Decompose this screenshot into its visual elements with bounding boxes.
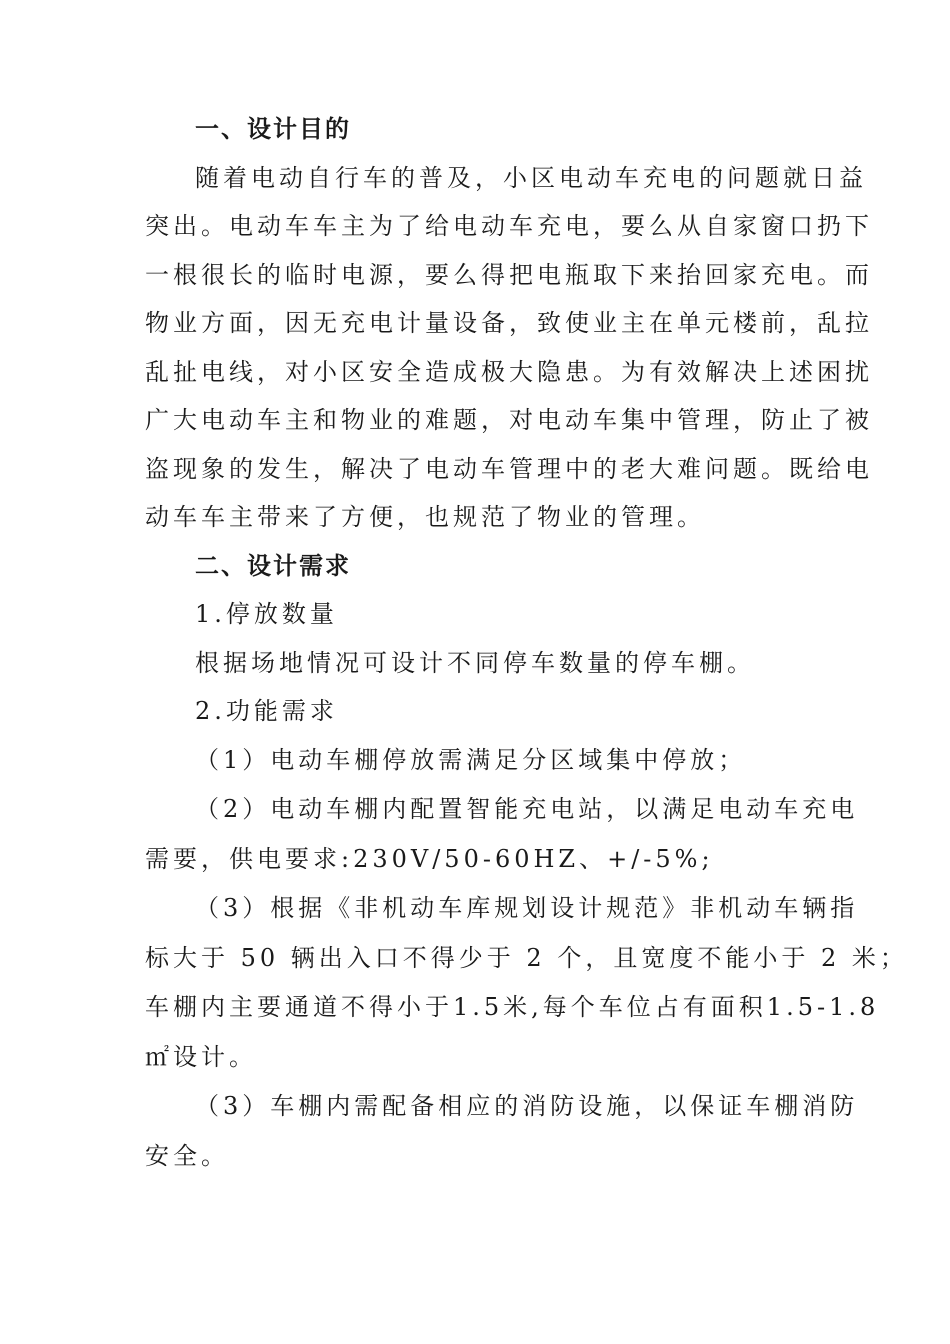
requirement-2 [145, 785, 859, 884]
item-text-parking-quantity: 根据场地情况可设计不同停车数量的停车棚。 [195, 648, 755, 677]
paragraph-line: 突出。电动车车主为了给电动车充电，要么从自家窗口扔下 [145, 212, 873, 240]
document-page [145, 105, 908, 1181]
requirement-line: 需要，供电要求:230V/50-60HZ、+/-5%; [145, 844, 714, 873]
paragraph-line: 动车车主带来了方便，也规范了物业的管理。 [145, 503, 705, 531]
requirement-line: （3）根据《非机动车库规划设计规范》非机动车辆指 [195, 894, 859, 922]
requirement-1: （1）电动车棚停放需满足分区域集中停放； [195, 745, 747, 774]
paragraph-line: 广大电动车主和物业的难题，对电动车集中管理，防止了被 [145, 406, 873, 434]
purpose-paragraph [145, 154, 873, 542]
paragraph-line: 乱扯电线，对小区安全造成极大隐患。为有效解决上述困扰 [145, 357, 873, 386]
item-title-functional-requirements: 2.功能需求 [195, 697, 338, 725]
requirement-3-fire-safety [145, 1082, 859, 1181]
requirement-line: （2）电动车棚内配置智能充电站，以满足电动车充电 [195, 795, 859, 823]
requirement-line: （3）车棚内需配备相应的消防设施，以保证车棚消防 [195, 1092, 859, 1120]
item-title-parking-quantity: 1.停放数量 [195, 600, 338, 628]
requirement-line: ㎡设计。 [145, 1042, 257, 1071]
requirement-3-parking-rules [145, 884, 908, 1082]
paragraph-line: 一根很长的临时电源，要么得把电瓶取下来抬回家充电。而 [145, 260, 873, 289]
requirement-line: 安全。 [145, 1141, 229, 1170]
paragraph-line: 物业方面，因无充电计量设备，致使业主在单元楼前，乱拉 [145, 309, 873, 337]
section-heading-requirements: 二、设计需求 [195, 551, 351, 580]
paragraph-line: 盗现象的发生，解决了电动车管理中的老大难问题。既给电 [145, 454, 873, 483]
section-heading-purpose: 一、设计目的 [195, 115, 351, 143]
requirement-line: 车棚内主要通道不得小于1.5米,每个车位占有面积1.5-1.8 [145, 993, 880, 1021]
requirement-line: 标大于 50 辆出入口不得少于 2 个，且宽度不能小于 2 米； [145, 943, 908, 972]
paragraph-line: 随着电动自行车的普及，小区电动车充电的问题就日益 [195, 163, 867, 192]
